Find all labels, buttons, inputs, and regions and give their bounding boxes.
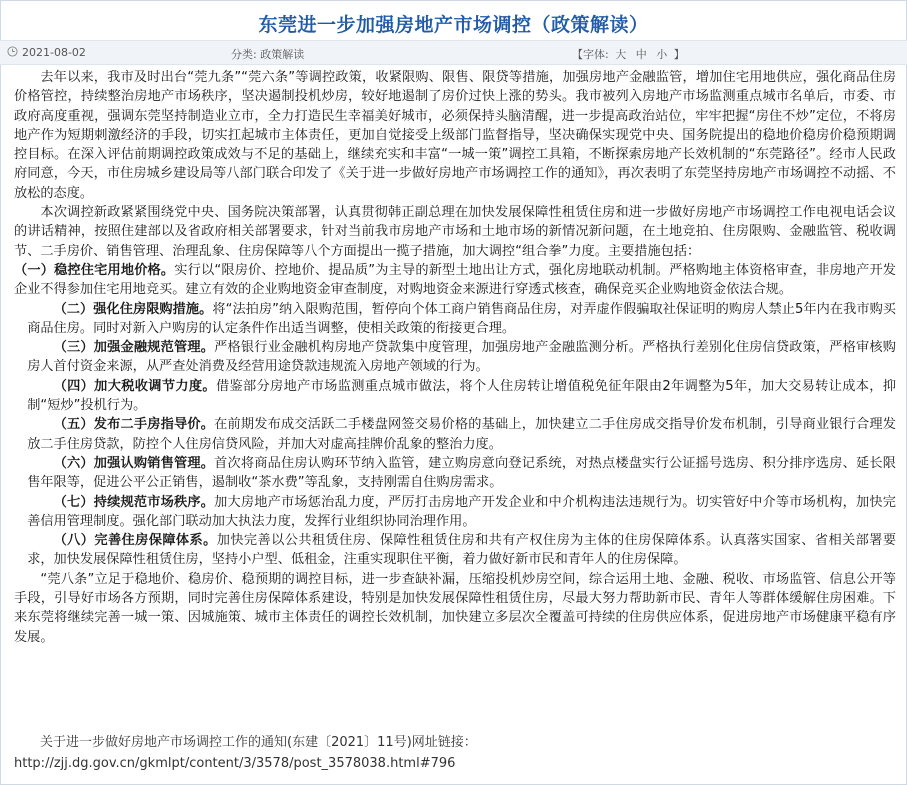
measure-1 xyxy=(14,261,896,300)
article-body xyxy=(14,68,896,647)
measure-7-heading: （七）持续规范市场秩序。 xyxy=(53,494,215,510)
publish-date: 2021-08-02 xyxy=(22,46,86,59)
category-label: 分类: 政策解读 xyxy=(231,48,305,61)
paragraph-conclusion: “莞八条”立足于稳地价、稳房价、稳预期的调控目标，进一步查缺补漏，压缩投机炒房空间，综合运用土地、金融、税收、市场监管、信息公开等手段，引导好市场各方预期，同时完善住房保障体系建设，特别是加快发展保障性租赁住房，尽最大努力帮助新市民、青年人等群体缓解住房困难。下来东莞将继续完善一城一策、因城施策、城市主体责任的调控长效机制，加快建立多层次全覆盖可持续的住房供应体系，促进房地产市场健康平稳有序发展。 xyxy=(14,571,896,645)
measure-5-text: 在前期发布成交活跃二手楼盘网签交易价格的基础上，加快建立二手住房成交指导价发布机制，引导商业银行合理发放二手住房贷款，防控个人住房信贷风险，并加大对虚高挂牌价乱象的整治力度。 xyxy=(27,417,896,452)
measure-5 xyxy=(14,415,896,454)
measure-7 xyxy=(14,493,896,532)
measure-8-text: 加快完善以公共租赁住房、保障性租赁住房和共有产权住房为主体的住房保障体系。认真落实国家、省相关部署要求，加快发展保障性租赁住房，坚持小户型、低租金，注重实现职住平衡，着力做好新市民和青年人的住房保障。 xyxy=(27,533,897,568)
font-size-small-button[interactable]: 小 xyxy=(656,48,668,61)
measure-6 xyxy=(14,454,896,493)
measure-6-text: 首次将商品住房认购环节纳入监管，建立购房意向登记系统，对热点楼盘实行公证摇号选房、积分排序选房、延长限售年限等，促进公平公正销售，遏制收“茶水费”等乱象，支持刚需自住购房需求。 xyxy=(27,455,896,491)
measure-8-heading: （八）完善住房保障体系。 xyxy=(53,533,217,549)
notice-link[interactable]: http://zjj.dg.gov.cn/gkmlpt/content/3/3578/post_3578038.html#796 xyxy=(14,756,456,771)
measure-2-text: 将“法拍房”纳入限购范围，暂停向个体工商户销售商品住房，对弄虚作假骗取社保证明的购房人禁止5年内在我市购买商品住房。同时对新入户购房的认定条件作出适当调整，使相关政策的衔接更合理。 xyxy=(27,301,896,336)
measure-6-heading: （六）加强认购销售管理。 xyxy=(53,455,215,471)
measure-4-text: 借鉴部分房地产市场监测重点城市做法，将个人住房转让增值税免征年限由2年调整为5年，加大交易转让成本，抑制“短炒”投机行为。 xyxy=(27,378,897,414)
measure-8 xyxy=(14,531,896,570)
font-size-label: 【字体: xyxy=(572,48,609,61)
measure-3-text: 严格银行业金融机构房地产贷款集中度管理，加强房地产金融监测分析。严格执行差别化住房信贷政策，严格审核购房人首付资金来源，从严查处消费及经营用途贷款违规流入房地产领域的行为。 xyxy=(27,340,896,375)
measure-7-text: 加大房地产市场惩治乱力度，严厉打击房地产开发企业和中介机构违法违规行为。切实管好中介等市场机构，加快完善信用管理制度。强化部门联动加大执法力度，发挥行业组织协同治理作用。 xyxy=(27,494,896,529)
measure-3-heading: （三）加强金融规范管理。 xyxy=(53,340,215,356)
measure-4-heading: （四）加大税收调节力度。 xyxy=(53,378,216,394)
notice-link-label: 关于进一步做好房地产市场调控工作的通知(东建〔2021〕11号)网址链接： xyxy=(40,735,477,750)
font-size-medium-button[interactable]: 中 xyxy=(635,48,647,61)
font-size-large-button[interactable]: 大 xyxy=(615,48,627,61)
paragraph-intro: 去年以来，我市及时出台“莞九条”“莞六条”等调控政策，收紧限购、限售、限贷等措施，加强房地产金融监管，增加住宅用地供应，强化商品住房价格管控，持续整治房地产市场秩序，坚决遏制投机炒房，较好地遏制了房价过快上涨的势头。我市被列入房地产市场监测重点城市名单后，市委、市政府高度重视，强调东莞坚持制造业立市，全力打造民生幸福美好城市，必须保持头脑清醒，进一步提高政治站位，牢牢把握“房住不炒”定位，不将房地产作为短期刺激经济的手段，切实扛起城市主体责任，更加自觉接受上级部门监督指导，坚决确保实现党中央、国务院提出的稳地价稳房价稳预期调控目标。在深入评估前期调控政策成效与不足的基础上，继续充实和丰富“一城一策”调控工具箱，不断探索房地产长效机制的“东莞路径”。经市人民政府同意，今天，市住房城乡建设局等八部门联合印发了《关于进一步做好房地产市场调控工作的通知》，再次表明了东莞坚持房地产市场调控不动摇、不放松的态度。 xyxy=(14,70,896,201)
meta-bar xyxy=(0,40,907,65)
measure-1-heading: （一）稳控住宅用地价格。 xyxy=(14,262,175,278)
measure-5-heading: （五）发布二手房指导价。 xyxy=(53,417,215,433)
paragraph-overview: 本次调控新政紧紧围绕党中央、国务院决策部署，认真贯彻韩正副总理在加快发展保障性租赁住房和进一步做好房地产市场调控工作电视电话会议的讲话精神，按照住建部以及省政府相关部署要求，针对当前我市房地产市场和土地市场的新情况新问题，在土地竞拍、住房限购、金融监管、税收调节、二手房价、销售管理、治理乱象、住房保障等八个方面提出一揽子措施，加大调控“组合拳”力度。主要措施包括： xyxy=(14,205,896,259)
measure-2-heading: （二）强化住房限购措施。 xyxy=(53,301,213,317)
measure-1-text: 实行以“限房价、控地价、提品质”为主导的新型土地出让方式，强化房地联动机制。严格购地主体资格审查，非房地产开发企业不得参加住宅用地竞买。建立有效的企业购地资金审查制度，对购地资金来源进行穿透式核查，确保竞买企业购地资金依法合规。 xyxy=(14,262,896,298)
font-size-control xyxy=(572,46,685,62)
page-title: 东莞进一步加强房地产市场调控（政策解读） xyxy=(258,14,649,36)
measure-2 xyxy=(14,300,896,339)
measure-4 xyxy=(14,377,896,416)
clock-icon xyxy=(7,46,18,57)
footer-links xyxy=(14,732,896,774)
measure-3 xyxy=(14,338,896,377)
font-size-close: 】 xyxy=(673,48,685,61)
